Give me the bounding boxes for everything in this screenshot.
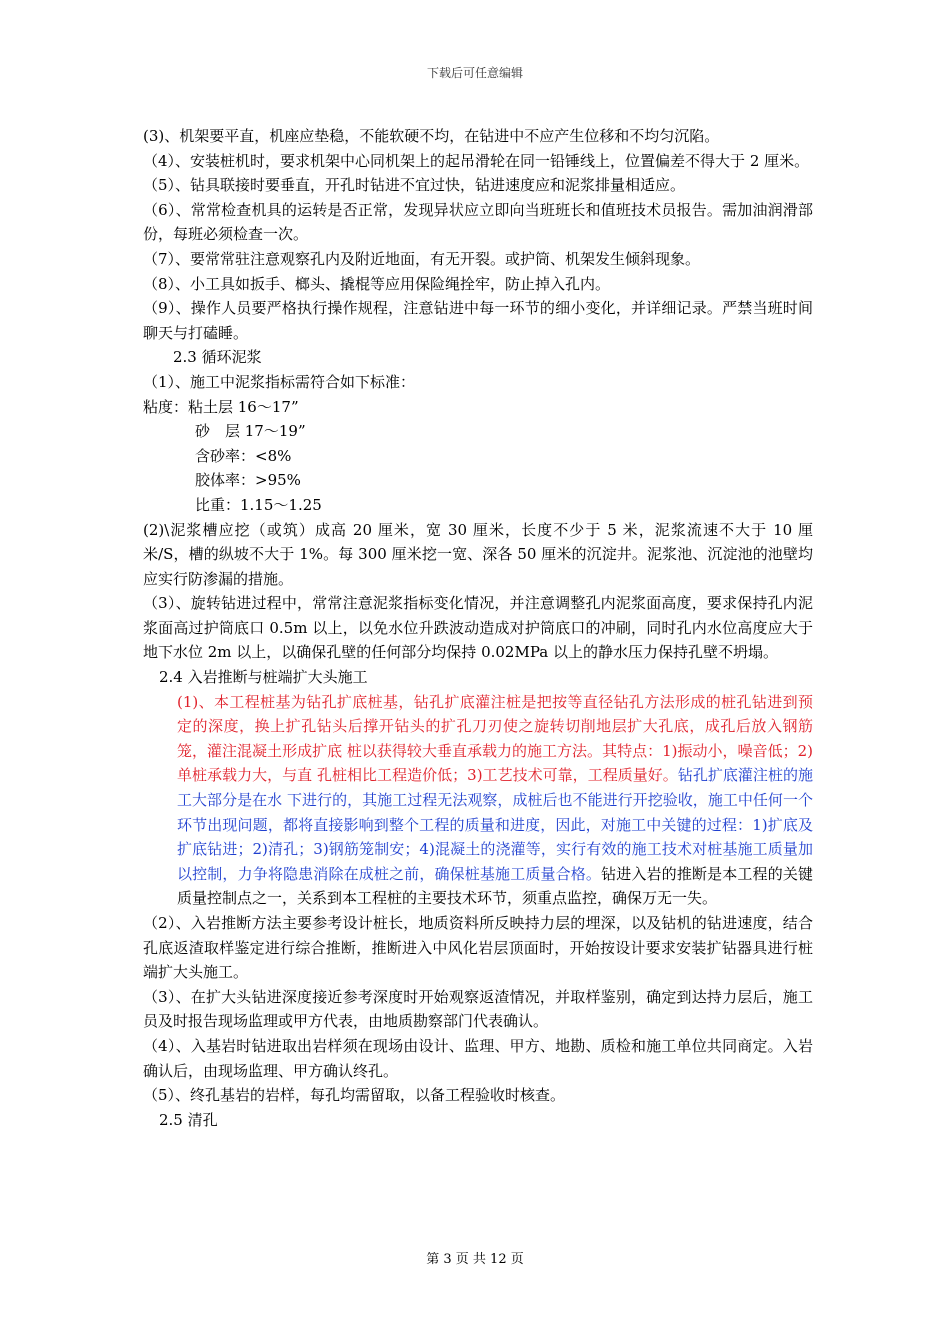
paragraph: （5）、钻具联接时要垂直，开孔时钻进不宜过快，钻进速度应和泥浆排量相适应。 <box>143 176 686 195</box>
mud-colloid-rate: 胶体率：>95% <box>195 471 301 490</box>
paragraph: （7）、要常常驻注意观察孔内及附近地面，有无开裂。或护筒、机架发生倾斜现象。 <box>143 249 701 268</box>
page-header: 下载后可任意编辑 <box>426 66 523 80</box>
paragraph: （4）、入基岩时钻进取出岩样须在现场由设计、监理、甲方、地勘、质检和施工单位共同商定。入岩确认后，由现场监理、甲方确认终孔。 <box>143 1036 813 1080</box>
paragraph: （3）、在扩大头钻进深度接近参考深度时开始观察返渣情况，并取样鉴别，确定到达持力层后，施工员及时报告现场监理或甲方代表，由地质勘察部门代表确认。 <box>143 987 813 1031</box>
paragraph: （4）、安装桩机时，要求机架中心同机架上的起吊滑轮在同一铅锤线上，位置偏差不得大于 2 厘米。 <box>143 151 810 170</box>
page-footer: 第 3 页 共 12 页 <box>426 1252 524 1267</box>
mud-sand-rate: 含砂率：<8% <box>195 446 292 465</box>
text-red: (1)、本工程桩基为钻孔扩底桩基，钻孔扩底灌注桩是把按等直径钻孔方法形成的桩孔钻进到预定的深度，换上扩孔钻头后撑开钻头的扩孔刀刃使之旋转切削地层扩大孔底，成孔后放入钢筋笼，灌注混凝土形成扩底 桩以获得较大垂直承载力的施工方法。其特点：1)振动小，噪音低；2)单桩承载力大，与直 孔桩相比工程造价低；3)工艺技术可靠，工程质量好。 <box>177 692 813 785</box>
paragraph: (2)\泥浆槽应挖（或筑）成高 20 厘米，宽 30 厘米，长度不少于 5 米，泥浆流速不大于 10 厘米/S，槽的纵坡不大于 1%。每 300 厘米挖一宽、深各 50 厘米的沉淀井。泥浆池、沉淀池的池壁均应实行防渗漏的措施。 <box>143 520 813 588</box>
document-body <box>143 124 813 1132</box>
paragraph: （2）、入岩推断方法主要参考设计桩长，地质资料所反映持力层的埋深，以及钻机的钻进速度，结合孔底返渣取样鉴定进行综合推断，推断进入中风化岩层顶面时，开始按设计要求安装扩钻器具进行桩端扩大头施工。 <box>143 914 813 982</box>
section-heading-2-3: 2.3 循环泥浆 <box>173 348 262 367</box>
paragraph: （3）、旋转钻进过程中，常常注意泥浆指标变化情况，并注意调整孔内泥浆面高度，要求保持孔内泥浆面高过护筒底口 0.5m 以上，以免水位升跌波动造成对护筒底口的冲刷，同时孔内水位高度应大于地下水位 2m 以上，以确保孔壁的任何部分均保持 0.02MPa 以上的静水压力保持孔壁不坍塌。 <box>143 594 813 662</box>
paragraph: （1）、施工中泥浆指标需符合如下标准： <box>143 372 416 391</box>
text-black: 钻进入岩的推断是本工程的关键质量控制点之一，关系到本工程桩的主要技术环节，须重点监控，确保万无一失。 <box>177 864 813 908</box>
paragraph: （6）、常常检查机具的运转是否正常，发现异状应立即向当班班长和值班技术员报告。需加油润滑部份，每班必须检查一次。 <box>143 200 813 244</box>
paragraph: (3)、机架要平直，机座应垫稳，不能软硬不均，在钻进中不应产生位移和不均匀沉陷。 <box>143 127 720 145</box>
text-blue: 钻孔扩底灌注桩的施工大部分是在水 下进行的，其施工过程无法观察，成桩后也不能进行开挖验收，施工中任何一个环节出现问题，都将直接影响到整个工程的质量和进度，因此，对施工中关键的过程：1)扩底及扩底钻进；2)清孔；3)钢筋笼制安；4)混凝土的浇灌等，实行有效的施工技术对桩基施工质量加以控制，力争将隐患消除在成桩之前，确保桩基施工质量合格。 <box>177 766 813 883</box>
section-heading-2-5: 2.5 清孔 <box>159 1110 218 1129</box>
paragraph: （9）、操作人员要严格执行操作规程，注意钻进中每一环节的细小变化，并详细记录。严禁当班时间聊天与打磕睡。 <box>143 299 813 342</box>
paragraph: （5）、终孔基岩的岩样，每孔均需留取，以备工程验收时核查。 <box>143 1086 566 1105</box>
mud-specific-gravity: 比重：1.15～1.25 <box>195 495 322 514</box>
mud-sand-layer: 砂 层 17～19” <box>195 422 306 441</box>
paragraph: （8）、小工具如扳手、榔头、撬棍等应用保险绳拴牢，防止掉入孔内。 <box>143 274 611 293</box>
paragraph-colored <box>143 690 813 911</box>
mud-viscosity: 粘度：粘土层 16～17” <box>143 397 299 416</box>
section-heading-2-4: 2.4 入岩推断与桩端扩大头施工 <box>159 668 368 687</box>
